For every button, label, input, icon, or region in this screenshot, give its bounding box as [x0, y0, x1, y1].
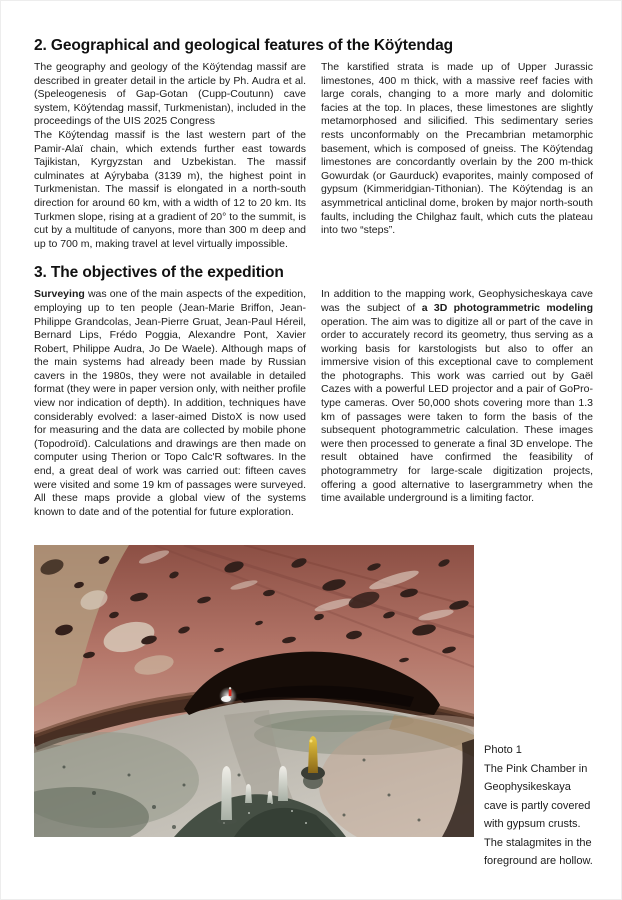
photo-caption-label: Photo 1 — [484, 744, 522, 757]
photo-caption-text: The Pink Chamber in Geophysikeskaya cave is partly covered with gypsum crusts. The stalagmites in the foreground are hollow. — [484, 762, 593, 868]
cave-photo-illustration — [34, 545, 474, 837]
photogrammetric-bold: a 3D photogrammetric modeling — [421, 301, 593, 314]
section-3-paragraph-1-text: was one of the main aspects of the expedition, employing up to ten people (Jean-Marie Briffon, Jean-Philippe Grandcolas, Jean-Pierre Gruat, Jean-Paul Héreil, Bernard Lips, Frédo Poggia, Alexandre Pont, Xavier Robert, Philippe Audra, Jo De Waele). Although maps of the main systems had already been made by Russian cavers in the 1980s, they were not available in detailed format (they were in paper version only, with neither profile view nor indication of depth). In addition, techniques have considerably evolved: a laser-aimed DistoX is now used for measuring and the data are collected by mobile phone (Topodroïd). Calculations and drawings are then made on computer using Therion or Topo Calc'R softwares. In the end, a great deal of work was carried out: fifteen caves were visited and some 19 km of passages were surveyed. All these maps provide a global view of the systems known to date and of the potential for future exploration. — [34, 288, 306, 518]
section-2-left-column — [34, 61, 306, 251]
surveying-bold-lead: Surveying — [34, 288, 85, 301]
cave-photo — [34, 545, 474, 837]
page-content — [34, 37, 593, 871]
section-3-paragraph-2-post: operation. The aim was to digitize all or part of the cave in order to accurately record its geometry, thus serving as a working basis for karstologists but also to offer an immersive vision of this exceptional cave to complement the photographs. This work was carried out by Gaël Cazes with a powerful LED projector and a pair of GoPro-type cameras. Over 50,000 shots covering more than 1.3 km of passages were taken to form the basis of the subsequent photogrammetric calculation. These images were then processed to generate a final 3D envelope. The result obtained have confirmed the feasibility of photogrammetry for large-scale digitization projects, offering a good alternative to lasergrammetry when the time available underground is a limiting factor. — [321, 315, 593, 505]
section-2-paragraph-3: The karstified strata is made up of Upper Jurassic limestones, 400 m thick, with a massive reef facies with large corals, changing to a more marly and dolomitic facies at the top. In places, these limestones are slightly metamorphosed and silicified. This sedimentary series rests unconformably on the Precambrian metamorphic basement, which is composed of gneiss. The Köýtendag limestones are concordantly overlain by the 200 m-thick Gowurdak (or Gaurduck) evaporites, mainly composed of gypsum (Kimmeridgian-Tithonian). The Köýtendag is an asymmetrical anticlinal dome, broken by major north-south faults, including the Chilghaz fault, which cuts the plateau into two “steps”. — [321, 61, 593, 237]
section-3-right-column — [321, 288, 593, 519]
photo-block — [34, 545, 593, 871]
section-3-paragraph-2-pre: In addition to the mapping work, Geophysicheskaya cave was the subject of — [321, 288, 593, 314]
photo-caption — [484, 545, 593, 871]
section-2-columns — [34, 61, 593, 251]
section-3-heading: 3. The objectives of the expedition — [34, 264, 284, 282]
section-3-paragraph-2 — [321, 288, 593, 506]
section-3-left-column — [34, 288, 306, 519]
section-2-heading: 2. Geographical and geological features of the Köýtendag — [34, 37, 454, 54]
section-3-columns — [34, 288, 593, 519]
section-2-right-column — [321, 61, 593, 251]
section-2-paragraph-2: The Köýtendag massif is the last western part of the Pamir-Alaï chain, which extends further east towards Tajikistan, Kyrgyzstan and Uzbekistan. The massif culminates at Aýrybaba (3139 m), the highest point in Turkmenistan. The massif is elongated in a north-south direction for around 60 km, with a width of 12 to 20 km. Its Turkmen slope, rising at a gradient of 20° to the summit, is cut by a multitude of canyons, more than 300 m deep and up to 700 m, making travel at level virtually impossible. — [34, 128, 306, 250]
section-3-paragraph-1 — [34, 288, 306, 519]
section-2-paragraph-1: The geography and geology of the Köýtendag massif are described in greater detail in the article by Ph. Audra et al. (Speleogenesis of Gap-Gotan (Cupp-Coutunn) cave system, Köýtendag massif, Turkmenistan), included in the proceedings of the UIS 2025 Congress — [34, 61, 306, 128]
